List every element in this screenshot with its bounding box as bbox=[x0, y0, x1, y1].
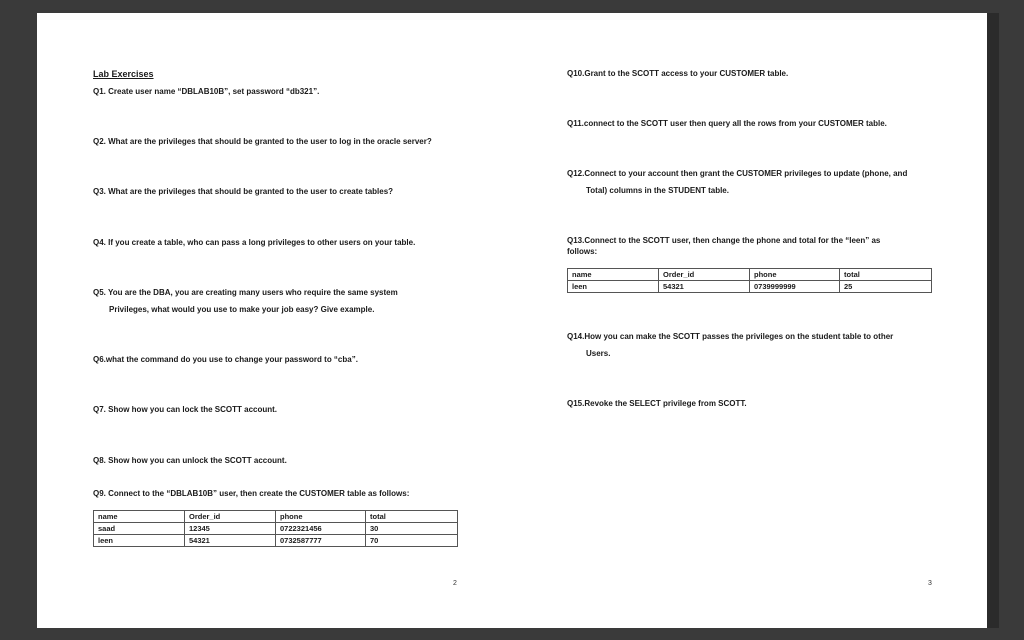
question-7: Q7. Show how you can lock the SCOTT account. bbox=[93, 405, 278, 414]
question-15: Q15.Revoke the SELECT privilege from SCOTT. bbox=[567, 399, 747, 408]
table-cell: 0739999999 bbox=[750, 281, 840, 293]
question-2: Q2. What are the privileges that should be granted to the user to log in the oracle server? bbox=[93, 137, 432, 146]
question-5-line-2: Privileges, what would you use to make your job easy? Give example. bbox=[109, 305, 375, 314]
table-cell: leen bbox=[94, 535, 185, 547]
table-header-cell: Order_id bbox=[185, 511, 276, 523]
question-10: Q10.Grant to the SCOTT access to your CUSTOMER table. bbox=[567, 69, 789, 78]
question-9: Q9. Connect to the “DBLAB10B” user, then create the CUSTOMER table as follows: bbox=[93, 489, 410, 498]
table-cell: 54321 bbox=[659, 281, 750, 293]
table-cell: 30 bbox=[366, 523, 458, 535]
question-11: Q11.connect to the SCOTT user then query all the rows from your CUSTOMER table. bbox=[567, 119, 887, 128]
question-3: Q3. What are the privileges that should be granted to the user to create tables? bbox=[93, 187, 394, 196]
table-cell: 12345 bbox=[185, 523, 276, 535]
viewer-edge bbox=[987, 13, 999, 628]
table-header-cell: name bbox=[94, 511, 185, 523]
table-row bbox=[94, 535, 458, 547]
page-number-right: 3 bbox=[928, 580, 932, 587]
question-14-line-2: Users. bbox=[586, 349, 611, 358]
table-header-cell: total bbox=[840, 269, 932, 281]
table-cell: 70 bbox=[366, 535, 458, 547]
question-12-line-2: Total) columns in the STUDENT table. bbox=[586, 186, 729, 195]
table-header-row bbox=[568, 269, 932, 281]
question-1: Q1. Create user name “DBLAB10B”, set password “db321”. bbox=[93, 87, 320, 96]
table-row bbox=[94, 523, 458, 535]
table-header-cell: Order_id bbox=[659, 269, 750, 281]
customer-table bbox=[93, 510, 458, 547]
table-header-row bbox=[94, 511, 458, 523]
table-cell: 0732587777 bbox=[276, 535, 366, 547]
question-4: Q4. If you create a table, who can pass a long privileges to other users on your table. bbox=[93, 238, 416, 247]
table-row bbox=[568, 281, 932, 293]
question-5-line-1: Q5. You are the DBA, you are creating many users who require the same system bbox=[93, 288, 398, 297]
question-14-line-1: Q14.How you can make the SCOTT passes the privileges on the student table to other bbox=[567, 332, 894, 341]
table-cell: saad bbox=[94, 523, 185, 535]
lab-exercises-heading: Lab Exercises bbox=[93, 69, 154, 79]
question-8: Q8. Show how you can unlock the SCOTT account. bbox=[93, 456, 287, 465]
page-number-left: 2 bbox=[453, 580, 457, 587]
table-header-cell: name bbox=[568, 269, 659, 281]
question-13-line-2: follows: bbox=[567, 247, 598, 256]
document-page bbox=[37, 13, 987, 628]
updated-customer-table bbox=[567, 268, 932, 293]
table-cell: 54321 bbox=[185, 535, 276, 547]
question-6: Q6.what the command do you use to change your password to “cba”. bbox=[93, 355, 358, 364]
table-cell: 0722321456 bbox=[276, 523, 366, 535]
question-13-line-1: Q13.Connect to the SCOTT user, then change the phone and total for the “leen” as bbox=[567, 236, 881, 245]
table-cell: 25 bbox=[840, 281, 932, 293]
table-cell: leen bbox=[568, 281, 659, 293]
question-12-line-1: Q12.Connect to your account then grant the CUSTOMER privileges to update (phone, and bbox=[567, 169, 908, 178]
table-header-cell: phone bbox=[750, 269, 840, 281]
table-header-cell: total bbox=[366, 511, 458, 523]
table-header-cell: phone bbox=[276, 511, 366, 523]
